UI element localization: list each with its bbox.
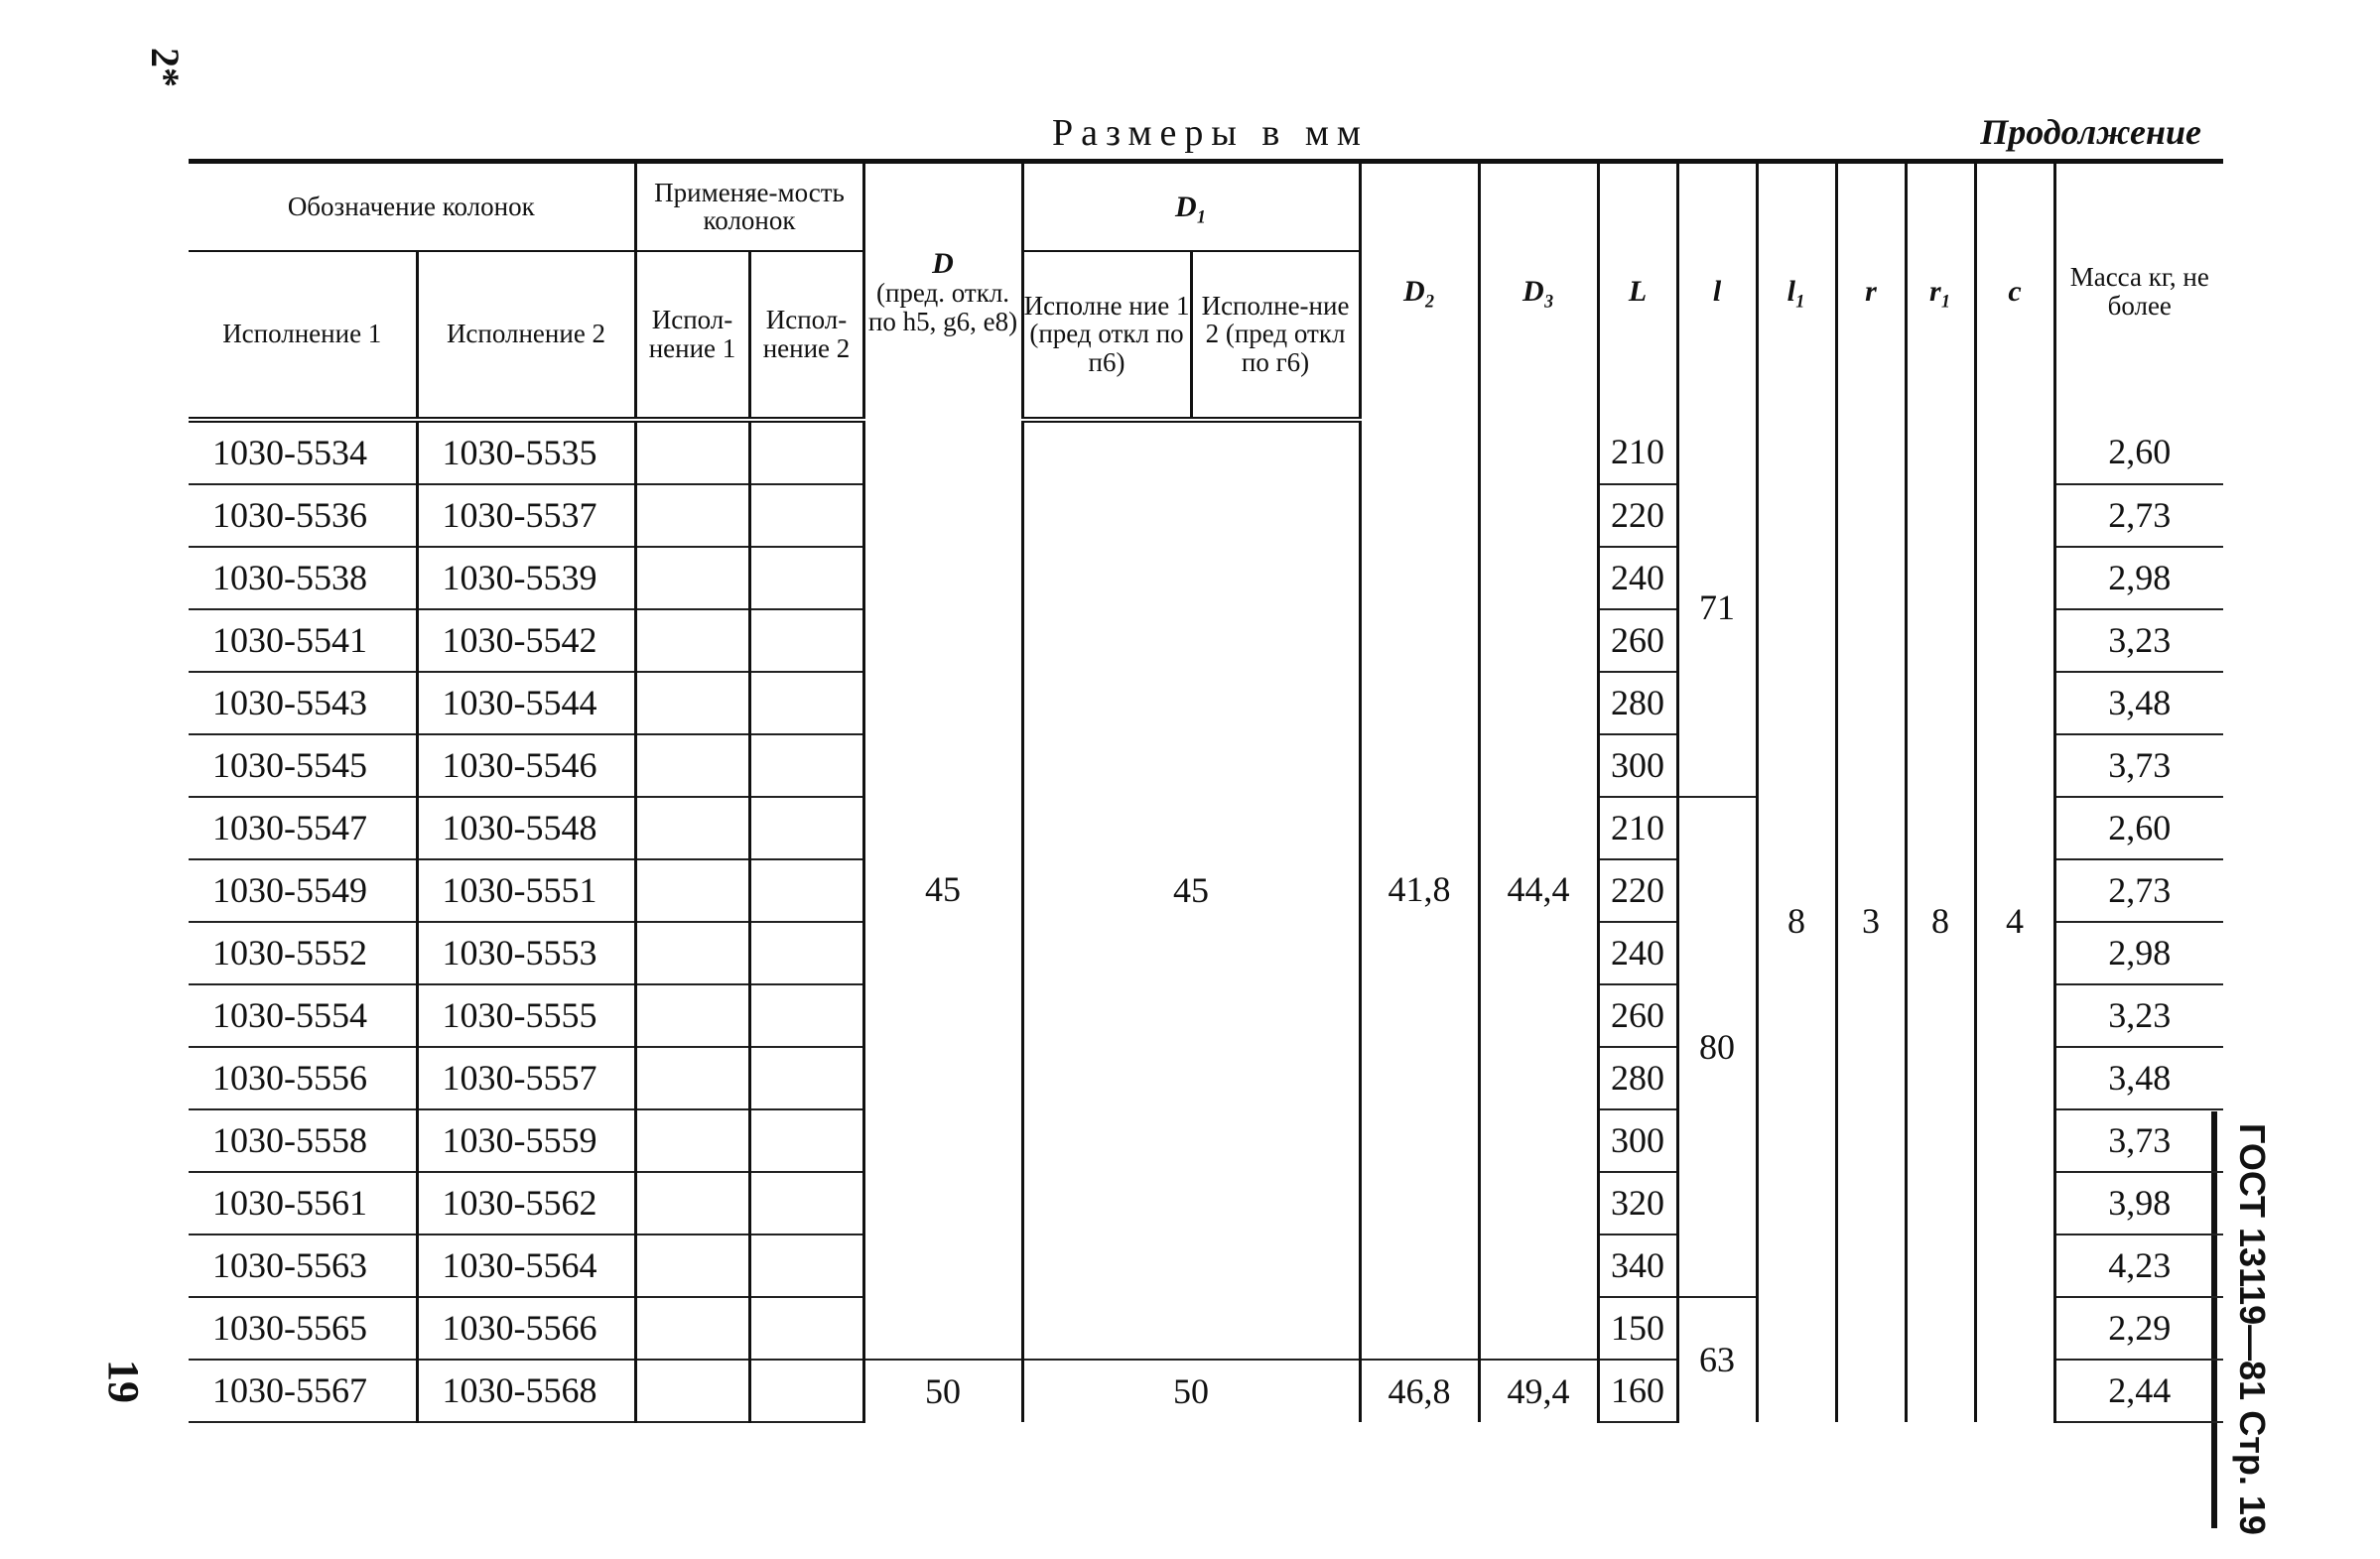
code-execution-2: 1030-5564 (417, 1234, 635, 1297)
code-execution-2: 1030-5551 (417, 859, 635, 922)
r1-header: r₁ (1906, 162, 1975, 420)
table-row (189, 420, 2223, 484)
applicability-1 (635, 609, 749, 672)
length-value: 320 (1598, 1172, 1677, 1234)
mass-value: 3,73 (2054, 734, 2223, 797)
mass-value: 2,60 (2054, 797, 2223, 859)
applicability-2 (749, 1172, 863, 1234)
applicability-1 (635, 1297, 749, 1360)
dimensions-caption: Размеры в мм (1052, 112, 1369, 154)
code-execution-1: 1030-5556 (189, 1047, 417, 1109)
d1-value: 50 (1022, 1360, 1360, 1422)
code-execution-2: 1030-5542 (417, 609, 635, 672)
applicability-1 (635, 859, 749, 922)
d1-value: 45 (1022, 420, 1360, 1360)
d3-header: D₃ (1479, 162, 1598, 420)
length-value: 260 (1598, 609, 1677, 672)
applicability-2 (749, 484, 863, 547)
mass-value: 3,23 (2054, 609, 2223, 672)
applicability-2 (749, 922, 863, 984)
length-value: 300 (1598, 1109, 1677, 1172)
code-execution-1: 1030-5534 (189, 420, 417, 484)
code-execution-1: 1030-5545 (189, 734, 417, 797)
d-value: 50 (863, 1360, 1022, 1422)
continuation-label: Продолжение (1980, 112, 2201, 152)
code-execution-2: 1030-5555 (417, 984, 635, 1047)
mass-value: 3,98 (2054, 1172, 2223, 1234)
code-execution-2: 1030-5546 (417, 734, 635, 797)
code-execution-2: 1030-5539 (417, 547, 635, 609)
code-execution-2: 1030-5568 (417, 1360, 635, 1422)
applicability-2 (749, 672, 863, 734)
applicability-2 (749, 1047, 863, 1109)
app-exec-1-header: Испол-нение 1 (635, 251, 749, 420)
applicability-header: Применяе-мость колонок (635, 162, 863, 251)
l-length-header: L (1598, 162, 1677, 420)
d2-value: 41,8 (1360, 420, 1479, 1360)
l-header: l (1677, 162, 1757, 420)
mass-value: 3,48 (2054, 672, 2223, 734)
d-header (863, 162, 1022, 420)
code-execution-1: 1030-5552 (189, 922, 417, 984)
applicability-2 (749, 1109, 863, 1172)
code-execution-1: 1030-5561 (189, 1172, 417, 1234)
applicability-2 (749, 1297, 863, 1360)
code-execution-2: 1030-5566 (417, 1297, 635, 1360)
applicability-2 (749, 1360, 863, 1422)
applicability-1 (635, 1360, 749, 1422)
applicability-1 (635, 984, 749, 1047)
l1-value: 8 (1757, 420, 1836, 1422)
applicability-1 (635, 922, 749, 984)
applicability-1 (635, 1234, 749, 1297)
execution-1-header: Исполнение 1 (189, 251, 417, 420)
mass-value: 2,60 (2054, 420, 2223, 484)
d1-exec-2-header: Исполне-ние 2 (пред откл по г6) (1191, 251, 1360, 420)
length-value: 340 (1598, 1234, 1677, 1297)
code-execution-2: 1030-5557 (417, 1047, 635, 1109)
l-value: 80 (1677, 797, 1757, 1297)
applicability-2 (749, 1234, 863, 1297)
code-execution-1: 1030-5565 (189, 1297, 417, 1360)
d-symbol: D (932, 246, 954, 280)
execution-2-header: Исполнение 2 (417, 251, 635, 420)
mass-value: 2,73 (2054, 859, 2223, 922)
length-value: 280 (1598, 1047, 1677, 1109)
mass-value: 2,29 (2054, 1297, 2223, 1360)
code-execution-1: 1030-5563 (189, 1234, 417, 1297)
l-value: 71 (1677, 420, 1757, 797)
code-execution-2: 1030-5537 (417, 484, 635, 547)
length-value: 150 (1598, 1297, 1677, 1360)
code-execution-1: 1030-5549 (189, 859, 417, 922)
length-value: 210 (1598, 797, 1677, 859)
applicability-2 (749, 984, 863, 1047)
code-execution-1: 1030-5543 (189, 672, 417, 734)
d3-value: 49,4 (1479, 1360, 1598, 1422)
mass-value: 3,48 (2054, 1047, 2223, 1109)
mass-value: 4,23 (2054, 1234, 2223, 1297)
length-value: 240 (1598, 547, 1677, 609)
columns-dimension-table (189, 159, 2223, 1423)
applicability-2 (749, 859, 863, 922)
length-value: 160 (1598, 1360, 1677, 1422)
applicability-1 (635, 1109, 749, 1172)
code-execution-1: 1030-5536 (189, 484, 417, 547)
d1-header (1022, 162, 1360, 251)
r-value: 3 (1836, 420, 1906, 1422)
applicability-1 (635, 484, 749, 547)
length-value: 210 (1598, 420, 1677, 484)
code-execution-1: 1030-5541 (189, 609, 417, 672)
mass-value: 2,44 (2054, 1360, 2223, 1422)
code-execution-1: 1030-5558 (189, 1109, 417, 1172)
applicability-2 (749, 797, 863, 859)
d3-value: 44,4 (1479, 420, 1598, 1360)
d1-exec-1-header: Исполне ние 1 (пред откл по п6) (1022, 251, 1191, 420)
d2-value: 46,8 (1360, 1360, 1479, 1422)
mass-value: 2,73 (2054, 484, 2223, 547)
code-execution-1: 1030-5547 (189, 797, 417, 859)
code-execution-1: 1030-5567 (189, 1360, 417, 1422)
mass-header: Масса кг, не более (2054, 162, 2223, 420)
d2-header: D₂ (1360, 162, 1479, 420)
c-value: 4 (1975, 420, 2054, 1422)
mass-value: 3,73 (2054, 1109, 2223, 1172)
applicability-1 (635, 734, 749, 797)
d1-symbol: D₁ (1174, 190, 1208, 223)
page-number: 19 (99, 1360, 148, 1403)
code-execution-2: 1030-5548 (417, 797, 635, 859)
c-header: c (1975, 162, 2054, 420)
mass-value: 3,23 (2054, 984, 2223, 1047)
applicability-2 (749, 609, 863, 672)
designation-header: Обозначение колонок (189, 162, 635, 251)
applicability-1 (635, 672, 749, 734)
applicability-2 (749, 420, 863, 484)
side-header-text: ГОСТ 13119—81 Стр. 19 (2232, 1123, 2273, 1535)
length-value: 260 (1598, 984, 1677, 1047)
code-execution-2: 1030-5559 (417, 1109, 635, 1172)
length-value: 300 (1598, 734, 1677, 797)
length-value: 220 (1598, 484, 1677, 547)
d-value: 45 (863, 420, 1022, 1360)
code-execution-1: 1030-5554 (189, 984, 417, 1047)
code-execution-2: 1030-5553 (417, 922, 635, 984)
applicability-1 (635, 1172, 749, 1234)
applicability-1 (635, 1047, 749, 1109)
l-value: 63 (1677, 1297, 1757, 1422)
table-body (189, 420, 2223, 1422)
applicability-2 (749, 547, 863, 609)
code-execution-2: 1030-5544 (417, 672, 635, 734)
code-execution-1: 1030-5538 (189, 547, 417, 609)
l1-header: l₁ (1757, 162, 1836, 420)
mass-value: 2,98 (2054, 922, 2223, 984)
applicability-2 (749, 734, 863, 797)
applicability-1 (635, 547, 749, 609)
app-exec-2-header: Испол-нение 2 (749, 251, 863, 420)
d-note: (пред. откл. по h5, g6, e8) (867, 278, 1018, 336)
corner-mark: 2* (143, 48, 188, 87)
length-value: 280 (1598, 672, 1677, 734)
r-header: r (1836, 162, 1906, 420)
applicability-1 (635, 420, 749, 484)
code-execution-2: 1030-5535 (417, 420, 635, 484)
length-value: 220 (1598, 859, 1677, 922)
mass-value: 2,98 (2054, 547, 2223, 609)
length-value: 240 (1598, 922, 1677, 984)
code-execution-2: 1030-5562 (417, 1172, 635, 1234)
applicability-1 (635, 797, 749, 859)
r1-value: 8 (1906, 420, 1975, 1422)
